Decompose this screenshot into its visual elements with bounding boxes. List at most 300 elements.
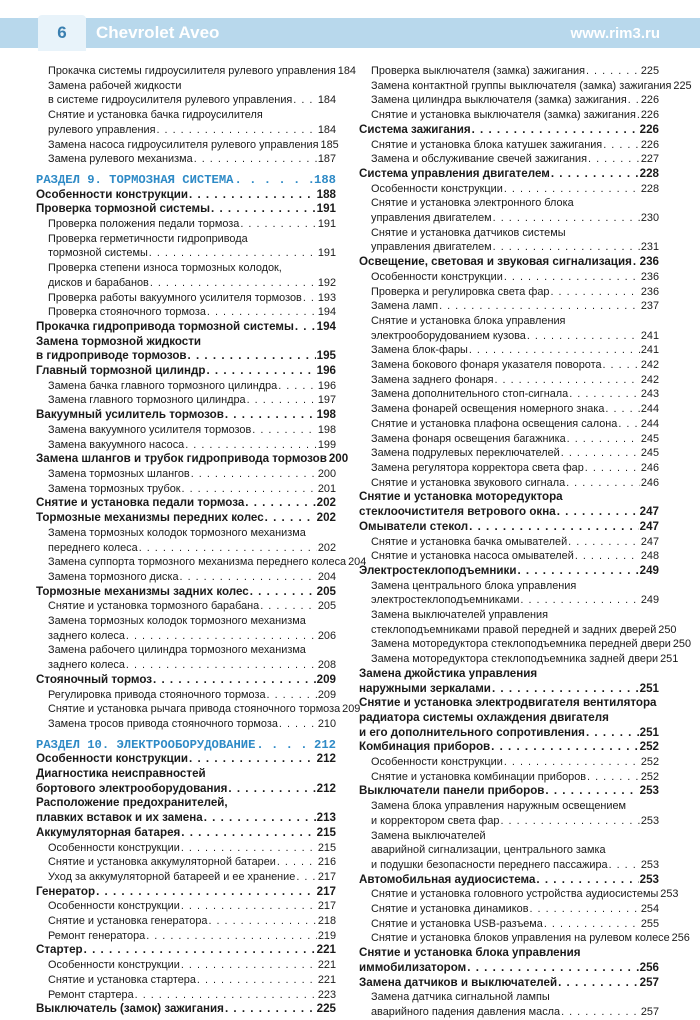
toc-entry-row xyxy=(371,623,677,638)
toc-sub-entry xyxy=(359,931,690,946)
toc-entry-row xyxy=(48,93,336,108)
toc-entry-row xyxy=(359,255,659,270)
toc-sub-entry xyxy=(359,373,659,388)
toc-page-number: 195 xyxy=(316,349,336,363)
dot-leader xyxy=(561,446,640,461)
toc-chapter-entry xyxy=(359,873,659,888)
toc-entry-row xyxy=(36,811,336,826)
toc-sub-entry xyxy=(36,702,361,717)
toc-entry-row xyxy=(48,541,336,556)
toc-entry-row xyxy=(36,188,336,203)
toc-page-number: 247 xyxy=(639,519,659,533)
toc-entry-text: Замена контактной группы выключателя (замка) зажигания xyxy=(371,79,672,92)
toc-sub-entry xyxy=(359,476,659,491)
dot-leader xyxy=(493,211,640,226)
toc-entry-row xyxy=(371,182,659,197)
toc-sub-entry xyxy=(36,217,336,232)
toc-page-number: 193 xyxy=(317,291,336,304)
toc-entry-row xyxy=(371,373,659,388)
toc-entry-text: иммобилизатором xyxy=(359,960,467,974)
toc-entry-row xyxy=(48,717,336,732)
toc-entry-text: Особенности конструкции xyxy=(48,900,180,913)
toc-entry-row xyxy=(48,555,367,570)
toc-page-number: 200 xyxy=(328,452,349,466)
toc-entry-text: Замена блока управления наружным освещением xyxy=(371,800,627,813)
toc-chapter-entry xyxy=(36,496,336,511)
dot-leader xyxy=(633,255,639,270)
toc-entry-row xyxy=(48,688,336,703)
toc-sub-entry xyxy=(359,917,659,932)
toc-entry-row xyxy=(371,858,659,873)
toc-entry-text: аварийной сигнализации, центрального замка xyxy=(371,844,606,857)
dot-leader xyxy=(504,182,640,197)
dot-leader xyxy=(250,585,316,600)
toc-sub-entry xyxy=(359,93,659,108)
dot-leader xyxy=(197,973,317,988)
toc-sub-entry xyxy=(359,108,659,123)
dot-leader xyxy=(265,511,316,526)
toc-entry-row xyxy=(371,476,659,491)
toc-page-number: 252 xyxy=(639,740,659,754)
toc-entry-row xyxy=(36,511,336,526)
toc-entry-text: РАЗДЕЛ 10. ЭЛЕКТРООБОРУДОВАНИЕ xyxy=(36,737,256,752)
toc-page-number: 250 xyxy=(658,623,677,636)
toc-entry-text: Снятие и установка рычага привода стояночного тормоза xyxy=(48,703,341,716)
toc-page-number: 257 xyxy=(640,1006,659,1018)
toc-entry-row xyxy=(371,329,659,344)
toc-chapter-entry xyxy=(359,946,659,975)
dot-leader xyxy=(295,320,316,335)
toc-page-number: 212 xyxy=(316,752,336,766)
toc-page-number: 191 xyxy=(316,202,336,216)
toc-entry-row xyxy=(359,740,659,755)
toc-sub-entry xyxy=(359,314,659,343)
dot-leader xyxy=(545,784,638,799)
toc-sub-entry xyxy=(359,535,659,550)
toc-chapter-entry xyxy=(36,452,349,467)
toc-entry-row xyxy=(36,1002,336,1017)
toc-entry-text: Освещение, световая и звуковая сигнализация xyxy=(359,255,632,269)
dot-leader xyxy=(517,564,638,579)
toc-entry-text: и его дополнительного сопротивления xyxy=(359,725,585,739)
dot-leader xyxy=(609,858,640,873)
toc-entry-text: Тормозные механизмы передних колес xyxy=(36,511,264,525)
toc-sub-entry xyxy=(359,343,659,358)
toc-page-number: 192 xyxy=(317,276,336,289)
toc-entry-row xyxy=(371,652,679,667)
toc-entry-text: Замена фонаря освещения багажника xyxy=(371,432,566,445)
toc-entry-row xyxy=(36,752,336,767)
toc-page-number: 223 xyxy=(317,988,336,1001)
toc-page-number: 256 xyxy=(639,960,659,974)
toc-entry-row xyxy=(48,841,336,856)
toc-entry-text: управления двигателем xyxy=(371,241,492,254)
toc-chapter-entry xyxy=(36,364,336,379)
toc-chapter-entry xyxy=(36,752,336,767)
toc-page-number: 257 xyxy=(639,975,659,989)
toc-sub-entry xyxy=(36,438,336,453)
toc-entry-text: Снятие и установка бачка омывателей xyxy=(371,535,568,548)
toc-entry-text: Снятие и установка блока управления xyxy=(371,314,566,327)
toc-entry-row xyxy=(48,305,336,320)
toc-entry-text: Замена тормозных колодок тормозного механизма xyxy=(48,526,306,539)
toc-entry-text: Электростеклоподъемники xyxy=(359,563,517,577)
toc-entry-text: Особенности конструкции xyxy=(48,959,180,972)
toc-chapter-entry xyxy=(36,188,336,203)
toc-page-number: 247 xyxy=(640,535,659,548)
toc-entry-row xyxy=(48,393,336,408)
dot-leader xyxy=(278,379,317,394)
toc-page-number: 251 xyxy=(639,681,659,695)
dot-leader xyxy=(225,1002,316,1017)
toc-entry-row xyxy=(48,423,336,438)
toc-entry-row xyxy=(48,870,336,885)
toc-page-number: 197 xyxy=(317,394,336,407)
dot-leader xyxy=(180,570,317,585)
book-title: Chevrolet Aveo xyxy=(96,23,220,42)
toc-page-number: 253 xyxy=(639,784,659,798)
toc-chapter-entry xyxy=(359,976,659,991)
dot-leader xyxy=(157,123,317,138)
toc-page-number: 209 xyxy=(317,688,336,701)
toc-page-number: 184 xyxy=(317,123,336,136)
toc-page-number: 242 xyxy=(640,359,659,372)
toc-sub-entry xyxy=(359,799,659,828)
toc-entry-row xyxy=(359,873,659,888)
toc-entry-row xyxy=(48,123,336,138)
toc-entry-row xyxy=(36,738,336,753)
toc-page-number: 184 xyxy=(337,65,356,77)
toc-entry-row xyxy=(48,973,336,988)
toc-entry-row xyxy=(371,79,692,94)
toc-sub-entry xyxy=(359,770,659,785)
toc-page-number: 225 xyxy=(640,65,659,77)
toc-entry-text: Проверка степени износа тормозных колодок, xyxy=(48,262,282,275)
toc-entry-text: Снятие и установка аккумуляторной батареи xyxy=(48,856,276,869)
dot-leader xyxy=(520,593,639,608)
toc-entry-text: Особенности конструкции xyxy=(48,841,180,854)
toc-entry-text: Замена тормозной жидкости xyxy=(36,334,202,348)
toc-page-number: 243 xyxy=(640,388,659,401)
toc-entry-text: Замена шлангов и трубок гидропривода тормозов xyxy=(36,452,327,466)
toc-page-number: 249 xyxy=(640,594,659,607)
toc-page-number: 236 xyxy=(640,285,659,298)
toc-entry-row xyxy=(371,270,659,285)
toc-entry-text: Снятие и установка USB-разъема xyxy=(371,917,543,930)
toc-page-number: 188 xyxy=(314,172,336,187)
toc-chapter-entry xyxy=(359,696,659,740)
toc-entry-text: Проверка работы вакуумного усилителя тормозов xyxy=(48,291,302,304)
dot-leader xyxy=(185,438,317,453)
toc-sub-entry xyxy=(36,614,336,643)
toc-entry-text: Автомобильная аудиосистема xyxy=(359,872,536,886)
dot-leader xyxy=(501,814,640,829)
toc-entry-text: Замена рабочей жидкости xyxy=(48,79,182,92)
dot-leader xyxy=(206,364,315,379)
toc-page-number: 252 xyxy=(640,770,659,783)
toc-entry-text: Замена тормозных шлангов xyxy=(48,467,190,480)
dot-leader xyxy=(189,188,316,203)
toc-entry-text: Снятие и установка бачка гидроусилителя xyxy=(48,109,263,122)
toc-page-number: 217 xyxy=(317,870,336,883)
toc-entry-text: Диагностика неисправностей xyxy=(36,767,206,781)
dot-leader xyxy=(551,167,639,182)
dot-leader xyxy=(150,276,317,291)
toc-entry-row xyxy=(359,961,659,976)
toc-entry-row xyxy=(371,1005,659,1020)
toc-entry-text: Особенности конструкции xyxy=(371,270,503,283)
dot-leader xyxy=(529,902,639,917)
toc-entry-row xyxy=(371,387,659,402)
toc-chapter-entry xyxy=(36,796,336,825)
dot-leader xyxy=(492,682,639,697)
dot-leader xyxy=(194,152,317,167)
toc-sub-entry xyxy=(359,652,679,667)
toc-chapter-entry xyxy=(359,667,659,696)
toc-sub-entry xyxy=(359,226,659,255)
toc-sub-entry xyxy=(359,432,659,447)
toc-sub-entry xyxy=(36,232,336,261)
toc-sub-entry xyxy=(359,608,677,637)
toc-page-number: 191 xyxy=(317,247,336,260)
toc-entry-text: Замена блок-фары xyxy=(371,344,468,357)
dot-leader xyxy=(536,873,638,888)
toc-entry-text: управления двигателем xyxy=(371,212,492,225)
toc-page-number: 236 xyxy=(640,270,659,283)
toc-entry-row xyxy=(371,637,692,652)
toc-entry-row xyxy=(359,976,659,991)
toc-page-number: 245 xyxy=(640,432,659,445)
dot-leader xyxy=(181,826,315,841)
toc-entry-row xyxy=(371,887,679,902)
toc-entry-text: наружными зеркалами xyxy=(359,681,491,695)
dot-leader xyxy=(472,123,639,138)
dot-leader xyxy=(504,755,640,770)
toc-entry-row xyxy=(48,599,336,614)
toc-sub-entry xyxy=(36,841,336,856)
toc-entry-text: электрооборудованием кузова xyxy=(371,329,526,342)
toc-page-number: 209 xyxy=(316,672,336,686)
toc-entry-text: Замена дополнительного стоп-сигнала xyxy=(371,388,569,401)
toc-entry-row xyxy=(48,246,336,261)
toc-sub-entry xyxy=(36,379,336,394)
toc-chapter-entry xyxy=(36,1002,336,1017)
toc-entry-text: рулевого управления xyxy=(48,123,156,136)
toc-chapter-entry xyxy=(359,255,659,270)
dot-leader xyxy=(603,138,640,153)
toc-entry-row xyxy=(48,929,336,944)
toc-entry-row xyxy=(371,240,659,255)
toc-entry-row xyxy=(48,138,339,153)
toc-entry-row xyxy=(371,402,659,417)
toc-entry-row xyxy=(48,855,336,870)
toc-entry-text: Снятие и установка блоков управления на рулевом колесе xyxy=(371,932,670,945)
toc-sub-entry xyxy=(36,914,336,929)
toc-entry-row xyxy=(371,285,659,300)
toc-page-number: 253 xyxy=(639,872,659,886)
dot-leader xyxy=(267,688,317,703)
toc-entry-row xyxy=(371,917,659,932)
toc-entry-text: Замена подрулевых переключателей xyxy=(371,447,560,460)
toc-entry-text: Замена выключателей xyxy=(371,829,486,842)
toc-entry-text: Снятие и установка плафона освещения салона xyxy=(371,417,618,430)
dot-leader xyxy=(182,482,317,497)
toc-entry-row xyxy=(36,673,336,688)
toc-entry-text: и корректором света фар xyxy=(371,814,500,827)
dot-leader xyxy=(260,599,317,614)
toc-page-number: 213 xyxy=(316,811,336,825)
toc-entry-row xyxy=(36,452,349,467)
toc-page-number: 209 xyxy=(342,703,361,716)
dot-leader xyxy=(84,943,316,958)
dot-leader xyxy=(567,432,640,447)
dot-leader xyxy=(247,393,317,408)
toc-sub-entry xyxy=(36,291,336,306)
toc-entry-text: Замена тормозных трубок xyxy=(48,482,181,495)
toc-sub-entry xyxy=(359,358,659,373)
toc-entry-row xyxy=(36,585,336,600)
toc-entry-text: Снятие и установка датчиков системы xyxy=(371,226,566,239)
toc-page-number: 218 xyxy=(317,915,336,928)
dot-leader xyxy=(225,408,316,423)
toc-entry-row xyxy=(371,64,659,79)
toc-page-number: 226 xyxy=(639,122,659,136)
toc-entry-row xyxy=(359,505,659,520)
toc-sub-entry xyxy=(359,138,659,153)
toc-page-number: 185 xyxy=(320,138,339,151)
toc-sub-entry xyxy=(359,285,659,300)
toc-entry-text: Регулировка привода стояночного тормоза xyxy=(48,688,266,701)
toc-entry-text: Особенности конструкции xyxy=(36,752,188,766)
toc-entry-row xyxy=(36,885,336,900)
dot-leader xyxy=(181,841,317,856)
dot-leader xyxy=(493,240,640,255)
toc-entry-row xyxy=(371,902,659,917)
toc-entry-row xyxy=(359,726,659,741)
toc-page-number: 244 xyxy=(640,417,659,430)
toc-page-number: 225 xyxy=(673,79,692,92)
toc-sub-entry xyxy=(359,64,659,79)
toc-entry-text: Особенности конструкции xyxy=(371,756,503,769)
toc-entry-row xyxy=(371,770,659,785)
toc-sub-entry xyxy=(36,973,336,988)
toc-entry-text: Снятие и установка генератора xyxy=(48,915,208,928)
dot-leader xyxy=(550,285,639,300)
dot-leader xyxy=(279,717,317,732)
toc-sub-entry xyxy=(359,902,659,917)
toc-entry-text: Ремонт стартера xyxy=(48,988,134,1001)
toc-entry-text: Проверка выключателя (замка) зажигания xyxy=(371,65,585,77)
toc-entry-text: Замена бокового фонаря указателя поворота xyxy=(371,359,602,372)
dot-leader xyxy=(208,914,316,929)
toc-sub-entry xyxy=(359,461,659,476)
toc-entry-text: Замена бачка главного тормозного цилиндра xyxy=(48,379,278,392)
toc-page-number: 221 xyxy=(317,959,336,972)
toc-entry-text: Снятие и установка выключателя (замка) зажигания xyxy=(371,109,636,122)
toc-entry-text: Замена главного тормозного цилиндра xyxy=(48,394,246,407)
toc-entry-text: Снятие и установка блока катушек зажигания xyxy=(371,138,603,151)
dot-leader xyxy=(558,976,639,991)
toc-entry-text: Омыватели стекол xyxy=(359,519,469,533)
site-url: www.rim3.ru xyxy=(570,25,660,42)
toc-sub-entry xyxy=(36,526,336,555)
dot-leader xyxy=(575,549,640,564)
toc-entry-row xyxy=(48,958,336,973)
dot-leader xyxy=(586,64,640,79)
toc-page-number: 254 xyxy=(640,903,659,916)
toc-entry-row xyxy=(371,343,659,358)
toc-entry-text: тормозной системы xyxy=(48,247,148,260)
dot-leader xyxy=(240,217,316,232)
dot-leader xyxy=(256,738,313,753)
dot-leader xyxy=(568,535,640,550)
toc-entry-text: Проверка герметичности гидропривода xyxy=(48,232,248,245)
dot-leader xyxy=(527,329,640,344)
dot-leader xyxy=(211,202,316,217)
toc-chapter-entry xyxy=(36,943,336,958)
toc-page-number: 201 xyxy=(317,482,336,495)
toc-chapter-entry xyxy=(36,511,336,526)
toc-page-number: 226 xyxy=(640,109,659,122)
toc-sub-entry xyxy=(36,152,336,167)
toc-entry-row xyxy=(36,173,336,188)
toc-sub-entry xyxy=(359,417,659,432)
toc-chapter-entry xyxy=(359,784,659,799)
toc-sub-entry xyxy=(359,152,659,167)
toc-page-number: 198 xyxy=(316,408,336,422)
toc-entry-row xyxy=(371,755,659,770)
toc-sub-entry xyxy=(36,555,367,570)
toc-page-number: 237 xyxy=(640,300,659,313)
toc-entry-text: Выключатель (замок) зажигания xyxy=(36,1002,224,1016)
toc-entry-row xyxy=(371,535,659,550)
toc-entry-text: Стартер xyxy=(36,943,83,957)
toc-entry-text: Замена цилиндра выключателя (замка) зажигания xyxy=(371,94,627,107)
toc-entry-text: Замена тросов привода стояночного тормоза xyxy=(48,717,278,730)
dot-leader xyxy=(126,658,317,673)
toc-entry-text: и подушки безопасности переднего пассажира xyxy=(371,858,608,871)
dot-leader xyxy=(296,870,317,885)
dot-leader xyxy=(637,108,640,123)
dot-leader xyxy=(149,246,317,261)
toc-page-number: 208 xyxy=(317,659,336,672)
toc-entry-row xyxy=(371,593,659,608)
toc-entry-text: аварийного падения давления масла xyxy=(371,1006,561,1018)
toc-chapter-entry xyxy=(36,826,336,841)
toc-entry-text: Снятие и установка комбинации приборов xyxy=(371,770,587,783)
toc-entry-row xyxy=(48,988,336,1003)
toc-sub-entry xyxy=(36,570,336,585)
toc-entry-text: Снятие и установка тормозного барабана xyxy=(48,600,260,613)
toc-page-number: 202 xyxy=(316,496,336,510)
toc-sub-entry xyxy=(359,182,659,197)
toc-page-number: 221 xyxy=(316,943,336,957)
dot-leader xyxy=(135,988,317,1003)
toc-entry-text: бортового электрооборудования xyxy=(36,781,228,795)
toc-sub-entry xyxy=(359,402,659,417)
toc-sub-entry xyxy=(36,988,336,1003)
toc-entry-text: Замена рулевого механизма xyxy=(48,153,193,166)
toc-entry-text: Особенности конструкции xyxy=(36,187,188,201)
toc-chapter-entry xyxy=(359,123,659,138)
toc-page-number: 187 xyxy=(317,153,336,166)
toc-page-number: 196 xyxy=(317,379,336,392)
toc-sub-entry xyxy=(36,64,356,79)
toc-entry-text: заднего колеса xyxy=(48,659,125,672)
toc-entry-text: Генератор xyxy=(36,884,96,898)
dot-leader xyxy=(588,152,640,167)
toc-page-number: 247 xyxy=(639,505,659,519)
